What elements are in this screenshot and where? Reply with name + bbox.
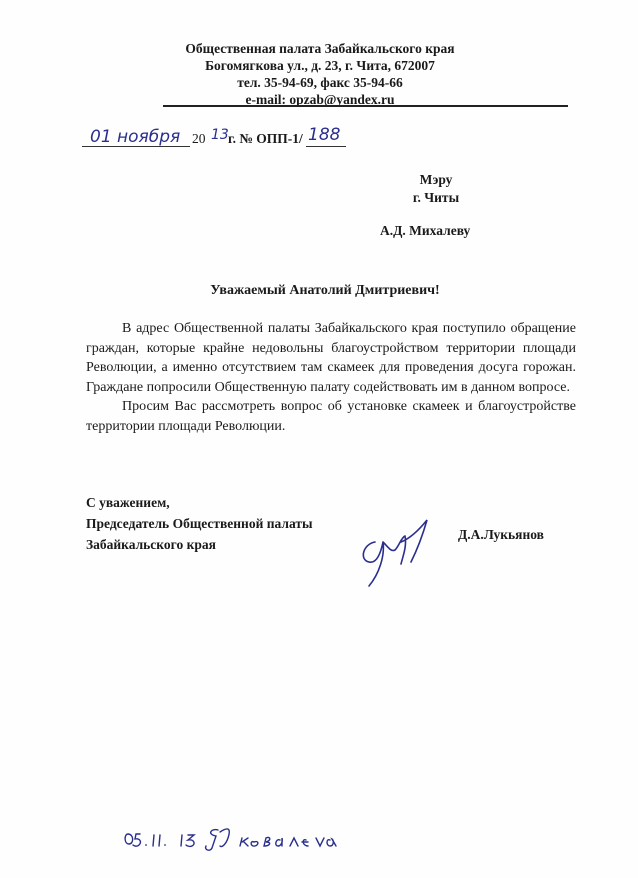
date-underline <box>82 146 190 147</box>
handwritten-year: 13 <box>211 127 229 143</box>
closing-position: Председатель Общественной палаты <box>86 516 313 531</box>
handwritten-note <box>120 812 440 862</box>
closing-block <box>86 492 313 555</box>
letterhead-divider <box>163 105 568 107</box>
addressee-title: Мэру <box>419 172 453 187</box>
letterhead <box>170 40 470 108</box>
handwritten-signature <box>355 512 440 592</box>
registration-label <box>228 131 303 147</box>
org-name: Общественная палата Забайкальского края <box>185 41 455 56</box>
body-paragraph-1: В адрес Общественной палаты Забайкальского края поступило обращение граждан, которые крайне недовольны благоустройством территории площади Революции, а именно отсутствием там скамеек для проведения досуга горожан. Граждане попросили Общественную палату содействовать им в данном вопросе. <box>86 321 576 395</box>
org-email: e-mail: opzab@yandex.ru <box>245 92 395 107</box>
year-suffix: г. <box>228 131 236 146</box>
date-and-number-line <box>80 127 380 151</box>
letter-body <box>86 319 576 436</box>
salutation: Уважаемый Анатолий Дмитриевич! <box>210 283 440 298</box>
addressee-block <box>376 171 496 207</box>
handwritten-reg-number: 188 <box>308 125 341 145</box>
addressee-city: г. Читы <box>412 190 460 205</box>
reg-underline <box>306 146 346 147</box>
closing-regards: С уважением, <box>86 495 170 510</box>
org-address: Богомягкова ул., д. 23, г. Чита, 672007 <box>205 58 435 73</box>
addressee-name: А.Д. Михалеву <box>380 223 471 238</box>
reg-number-label: № ОПП-1/ <box>239 131 303 146</box>
handwritten-date: 01 ноября <box>90 127 181 147</box>
signer-name: Д.А.Лукьянов <box>458 527 544 542</box>
closing-organization: Забайкальского края <box>86 537 216 552</box>
body-paragraph-2: Просим Вас рассмотреть вопрос об установке скамеек и благоустройстве территории площади Революции. <box>86 399 576 434</box>
org-phones: тел. 35-94-69, факс 35-94-66 <box>237 75 403 90</box>
year-prefix: 20 <box>192 131 206 146</box>
